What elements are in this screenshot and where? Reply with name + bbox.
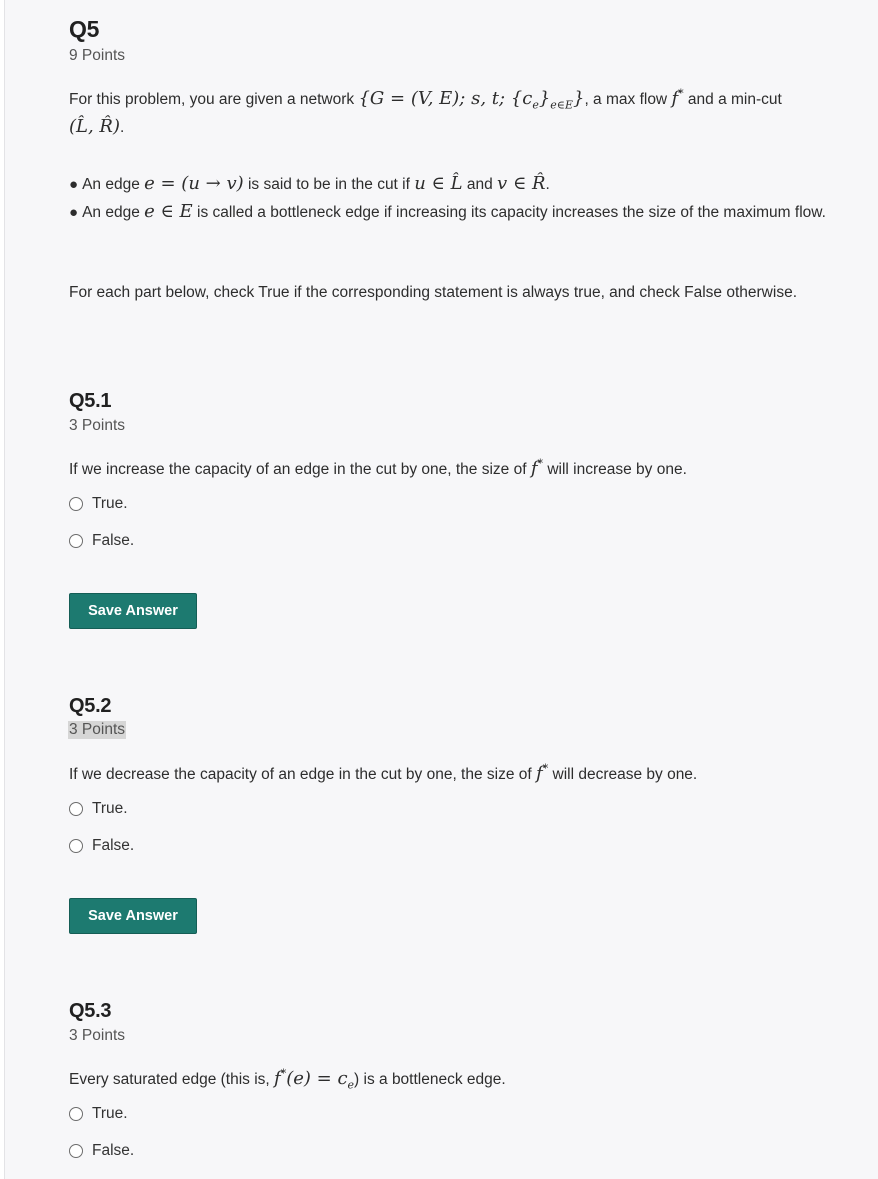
bullet-icon: ● [69,204,79,221]
option-true-5-1[interactable]: True. [69,495,128,513]
question-instructions: For each part below, check True if the corresponding statement is always true, and check False otherwise. [69,284,798,301]
part-statement-5-3: Every saturated edge (this is, $f^*(e) = c_e$) is a bottleneck edge. [69,1067,506,1092]
radio-button[interactable] [69,534,83,548]
question-points: 9 Points [69,47,126,64]
math-edge: e = (u → v) [144,173,244,194]
part-statement-5-1: If we increase the capacity of an edge in the cut by one, the size of f* will increase by one. [69,457,687,479]
part-title-5-2: Q5.2 [69,695,112,717]
part-points-5-2: 3 Points [69,721,126,738]
math-network: {G = (V, E); s, t; $\{c_e\}_{e\in E}$} [358,88,585,112]
math-max-flow: f* [530,457,544,479]
option-false-5-2[interactable]: False. [69,837,134,855]
save-answer-button-5-2[interactable]: Save Answer [69,898,197,934]
bullet-icon: ● [69,176,79,193]
bullet-bottleneck-definition: ● An edge e ∈ E is called a bottleneck edge if increasing its capacity increases the size of the maximum flow. [69,201,826,222]
radio-button[interactable] [69,1107,83,1121]
radio-button[interactable] [69,839,83,853]
math-u-in-l: u ∈ L̂ [414,173,463,194]
part-points-5-1: 3 Points [69,417,126,434]
part-statement-5-2: If we decrease the capacity of an edge in the cut by one, the size of f* will decrease by one. [69,762,698,784]
math-min-cut: (L̂, R̂) [69,116,120,137]
question-title: Q5 [69,16,100,42]
part-title-5-3: Q5.3 [69,1000,112,1022]
option-true-5-3[interactable]: True. [69,1105,128,1123]
radio-button[interactable] [69,802,83,816]
bullet-cut-definition: ● An edge e = (u → v) is said to be in the cut if u ∈ L̂ and v ∈ R̂. [69,173,550,194]
option-false-5-1[interactable]: False. [69,532,134,550]
math-max-flow: f* [671,87,684,109]
save-answer-button-5-1[interactable]: Save Answer [69,593,197,629]
option-false-5-3[interactable]: False. [69,1142,134,1160]
part-points-5-3: 3 Points [69,1027,126,1044]
radio-button[interactable] [69,1144,83,1158]
question-intro: For this problem, you are given a network {G = (V, E); s, t; $\{c_e\}_{e\in E}$}, a max flow f* and a min-cut (L̂, R̂). [69,87,782,137]
math-max-flow: f* [536,762,549,784]
math-e-in-E: e ∈ E [144,201,193,222]
math-v-in-r: v ∈ R̂ [497,173,546,194]
option-true-5-2[interactable]: True. [69,800,128,818]
math-saturated: $f^*(e) = c_e$ [274,1067,355,1092]
part-title-5-1: Q5.1 [69,390,112,412]
radio-button[interactable] [69,497,83,511]
